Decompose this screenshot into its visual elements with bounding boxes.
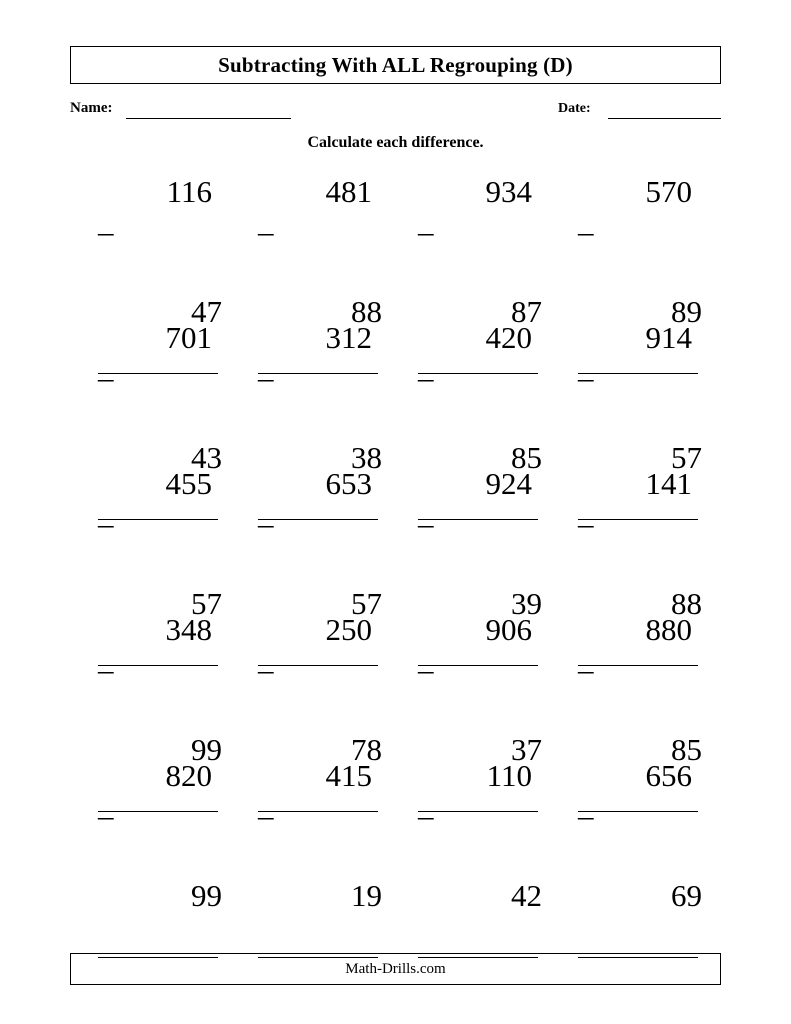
subtrahend: 57	[191, 586, 222, 621]
minuend: 914	[645, 320, 692, 355]
problem-cell	[78, 318, 238, 475]
subtrahend: 78	[351, 732, 382, 767]
problem-cell	[238, 610, 398, 767]
problem-cell	[558, 464, 718, 621]
minus-operator-icon: –	[418, 360, 434, 395]
problem-cell	[398, 610, 558, 767]
subtrahend: 85	[511, 440, 542, 475]
minus-operator-icon: –	[418, 214, 434, 249]
problem-cell	[78, 610, 238, 767]
subtrahend-line	[578, 796, 702, 956]
problem-row	[78, 610, 718, 767]
problem-cell	[78, 756, 238, 913]
minus-operator-icon: –	[418, 506, 434, 541]
minus-operator-icon: –	[98, 360, 114, 395]
subtrahend: 88	[351, 294, 382, 329]
problem-grid	[78, 172, 718, 913]
minus-operator-icon: –	[578, 798, 594, 833]
minuend: 653	[325, 466, 372, 501]
minuend: 906	[485, 612, 532, 647]
subtrahend: 85	[671, 732, 702, 767]
date-field[interactable]	[608, 118, 721, 119]
subtrahend: 37	[511, 732, 542, 767]
minus-operator-icon: –	[418, 798, 434, 833]
minuend: 420	[485, 320, 532, 355]
minuend: 141	[645, 466, 692, 501]
subtrahend: 88	[671, 586, 702, 621]
subtraction-problem	[98, 756, 222, 958]
instruction-text: Calculate each difference.	[307, 134, 484, 151]
minuend: 880	[645, 612, 692, 647]
problem-cell	[78, 464, 238, 621]
subtrahend-line	[258, 796, 382, 956]
problem-cell	[238, 318, 398, 475]
problem-cell	[78, 172, 238, 329]
minus-operator-icon: –	[418, 652, 434, 687]
minus-operator-icon: –	[98, 798, 114, 833]
problem-row	[78, 172, 718, 329]
minus-operator-icon: –	[258, 506, 274, 541]
subtrahend: 19	[351, 878, 382, 913]
subtraction-problem	[418, 756, 542, 958]
minus-operator-icon: –	[258, 214, 274, 249]
minus-operator-icon: –	[98, 652, 114, 687]
minuend: 701	[165, 320, 212, 355]
minus-operator-icon: –	[578, 360, 594, 395]
subtrahend: 87	[511, 294, 542, 329]
minus-operator-icon: –	[578, 652, 594, 687]
minuend: 250	[325, 612, 372, 647]
problem-cell	[398, 318, 558, 475]
minus-operator-icon: –	[578, 506, 594, 541]
problem-cell	[398, 464, 558, 621]
subtrahend-line	[98, 796, 222, 956]
problem-cell	[238, 756, 398, 913]
problem-cell	[558, 318, 718, 475]
title-bar	[70, 46, 721, 84]
minuend: 656	[645, 758, 692, 793]
minus-operator-icon: –	[258, 798, 274, 833]
page-title: Subtracting With ALL Regrouping (D)	[218, 52, 573, 77]
minuend: 348	[165, 612, 212, 647]
subtrahend-line	[418, 796, 542, 956]
footer-attribution: Math-Drills.com	[345, 960, 446, 977]
name-date-row	[70, 100, 721, 122]
problem-cell	[558, 172, 718, 329]
minus-operator-icon: –	[98, 506, 114, 541]
subtraction-problem	[578, 756, 702, 958]
problem-cell	[238, 464, 398, 621]
minuend: 116	[166, 174, 212, 209]
subtrahend: 39	[511, 586, 542, 621]
subtrahend: 47	[191, 294, 222, 329]
minuend: 481	[325, 174, 372, 209]
minuend: 820	[165, 758, 212, 793]
subtrahend: 99	[191, 878, 222, 913]
name-label: Name:	[70, 100, 113, 116]
problem-cell	[558, 756, 718, 913]
minuend: 312	[325, 320, 372, 355]
minus-operator-icon: –	[578, 214, 594, 249]
minuend: 924	[485, 466, 532, 501]
problem-cell	[238, 172, 398, 329]
subtrahend: 57	[671, 440, 702, 475]
minuend: 415	[325, 758, 372, 793]
problem-row	[78, 464, 718, 621]
problem-row	[78, 318, 718, 475]
minuend: 455	[165, 466, 212, 501]
name-field[interactable]	[126, 118, 291, 119]
problem-cell	[398, 756, 558, 913]
minus-operator-icon: –	[258, 360, 274, 395]
subtrahend: 43	[191, 440, 222, 475]
subtrahend: 89	[671, 294, 702, 329]
minus-operator-icon: –	[258, 652, 274, 687]
subtrahend: 99	[191, 732, 222, 767]
problem-row	[78, 756, 718, 913]
minuend: 110	[486, 758, 532, 793]
footer-bar	[70, 953, 721, 985]
minus-operator-icon: –	[98, 214, 114, 249]
subtrahend: 38	[351, 440, 382, 475]
subtrahend: 69	[671, 878, 702, 913]
subtrahend: 42	[511, 878, 542, 913]
problem-cell	[558, 610, 718, 767]
problem-cell	[398, 172, 558, 329]
subtrahend: 57	[351, 586, 382, 621]
subtraction-problem	[258, 756, 382, 958]
date-label: Date:	[558, 101, 591, 116]
minuend: 934	[485, 174, 532, 209]
minuend: 570	[645, 174, 692, 209]
